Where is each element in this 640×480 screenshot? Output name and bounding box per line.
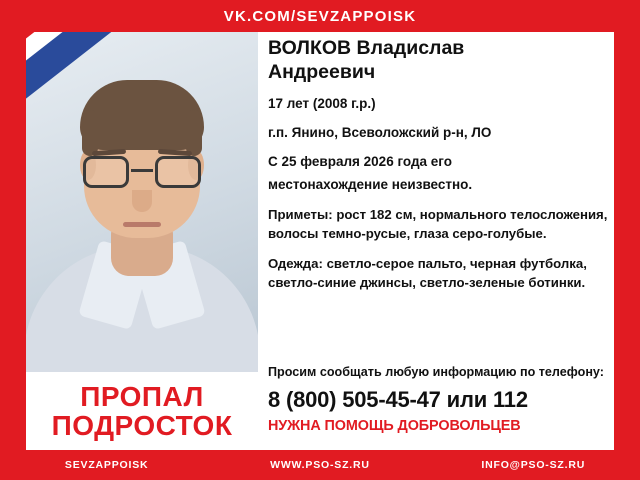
footer-email[interactable]: INFO@PSO-SZ.RU <box>481 459 586 471</box>
portrait-nose <box>132 190 152 212</box>
person-features: Приметы: рост 182 см, нормального телосложения, волосы темно-русые, глаза серо-голубые. <box>268 206 608 242</box>
glasses-icon <box>81 156 203 190</box>
footer-website[interactable]: WWW.PSO-SZ.RU <box>270 459 370 471</box>
flag-ribbon <box>26 32 128 118</box>
glasses-lens-right <box>155 156 201 188</box>
person-clothing: Одежда: светло-серое пальто, черная футболка, светло-синие джинсы, светло-зеленые ботинки. <box>268 255 587 291</box>
person-name-line1: ВОЛКОВ Владислав <box>268 37 465 59</box>
person-info <box>268 36 612 293</box>
missing-label <box>26 372 258 450</box>
contact-phone[interactable]: 8 (800) 505-45-47 или 112 <box>268 387 528 412</box>
contact-ask-text: Просим сообщать любую информацию по телефону: <box>268 365 604 379</box>
left-red-bar <box>0 32 26 450</box>
person-age: 17 лет (2008 г.р.) <box>268 95 376 111</box>
missing-since-line1: С 25 февраля 2026 года его <box>268 154 452 170</box>
missing-label-line1: ПРОПАЛ <box>80 380 204 412</box>
bottom-banner <box>0 450 640 480</box>
top-banner <box>0 0 640 32</box>
missing-since-line2: местонахождение неизвестно. <box>268 176 473 192</box>
footer-group-name: SEVZAPPOISK <box>64 459 149 471</box>
vk-url-text: VK.COM/SEVZAPPOISK <box>223 7 417 25</box>
glasses-bridge <box>131 169 153 172</box>
person-name-line2: Андреевич <box>268 61 376 84</box>
contact-block <box>268 364 618 434</box>
portrait-mouth <box>123 222 161 227</box>
portrait-hair-side-right <box>186 110 202 156</box>
volunteers-needed-text: НУЖНА ПОМОЩЬ ДОБРОВОЛЬЦЕВ <box>268 418 521 434</box>
missing-label-line2: ПОДРОСТОК <box>51 410 233 441</box>
person-location: г.п. Янино, Всеволожский р-н, ЛО <box>268 125 492 140</box>
glasses-lens-left <box>83 156 129 188</box>
